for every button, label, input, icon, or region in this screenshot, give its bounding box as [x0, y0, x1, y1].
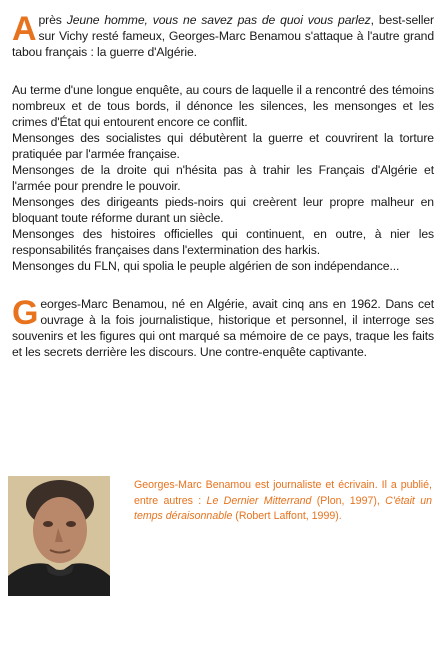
bio-book-1: Le Dernier Mitterrand	[206, 494, 312, 507]
about-paragraph	[12, 296, 434, 360]
about-text: eorges-Marc Benamou, né en Algérie, avait cinq ans en 1962. Dans cet ouvrage à la fois journalistique, historique et personnel, il interroge ses souvenirs et les figures qui ont marqué sa mémoire de ce pays, traque les faits et les secrets derrière les discours. Une contre-enquête captivante.	[12, 297, 434, 359]
body-line-2: Mensonges des socialistes qui débutèrent la guerre et couvrirent la torture pratiquée par l'armée française.	[12, 131, 434, 161]
body-paragraph	[12, 82, 434, 274]
body-line-1: Au terme d'une longue enquête, au cours de laquelle il a rencontré des témoins nombreux et de tous bords, il dénonce les silences, les mensonges et les crimes d'État qui entourent encore ce conflit.	[12, 83, 434, 129]
bio-book-1-publisher: (Plon, 1997),	[311, 494, 386, 507]
author-portrait-image	[8, 476, 110, 596]
intro-book-title: Jeune homme, vous ne savez pas de quoi vous parlez	[66, 13, 371, 27]
bio-book-2: C'était un temps déraisonnable	[134, 494, 432, 522]
bio-book-2-publisher: (Robert Laffont, 1999).	[232, 510, 342, 522]
author-section	[8, 476, 432, 596]
author-bio	[134, 478, 432, 525]
body-line-3: Mensonges de la droite qui n'hésita pas à trahir les Français d'Algérie et l'armée pour prendre le pouvoir.	[12, 163, 434, 193]
intro-text-before: près	[38, 13, 67, 27]
body-line-5: Mensonges des histoires officielles qui continuent, en outre, à nier les responsabilités françaises dans l'extermination des harkis.	[12, 227, 434, 257]
author-photo	[8, 476, 110, 596]
dropcap-g: G	[12, 294, 39, 332]
body-line-4: Mensonges des dirigeants pieds-noirs qui creèrent leur propre malheur en bloquant toute réforme durant un siècle.	[12, 195, 434, 225]
bio-start: Georges-Marc Benamou est journaliste et écrivain. Il a publié, entre autres :	[134, 479, 432, 507]
intro-paragraph	[12, 12, 434, 60]
intro-text-after: , best-seller sur Vichy resté fameux, Georges-Marc Benamou s'attaque à l'autre grand tabou français : la guerre d'Algérie.	[12, 13, 434, 59]
body-line-6: Mensonges du FLN, qui spolia le peuple algérien de son indépendance...	[12, 259, 400, 273]
dropcap-a: A	[12, 10, 37, 48]
